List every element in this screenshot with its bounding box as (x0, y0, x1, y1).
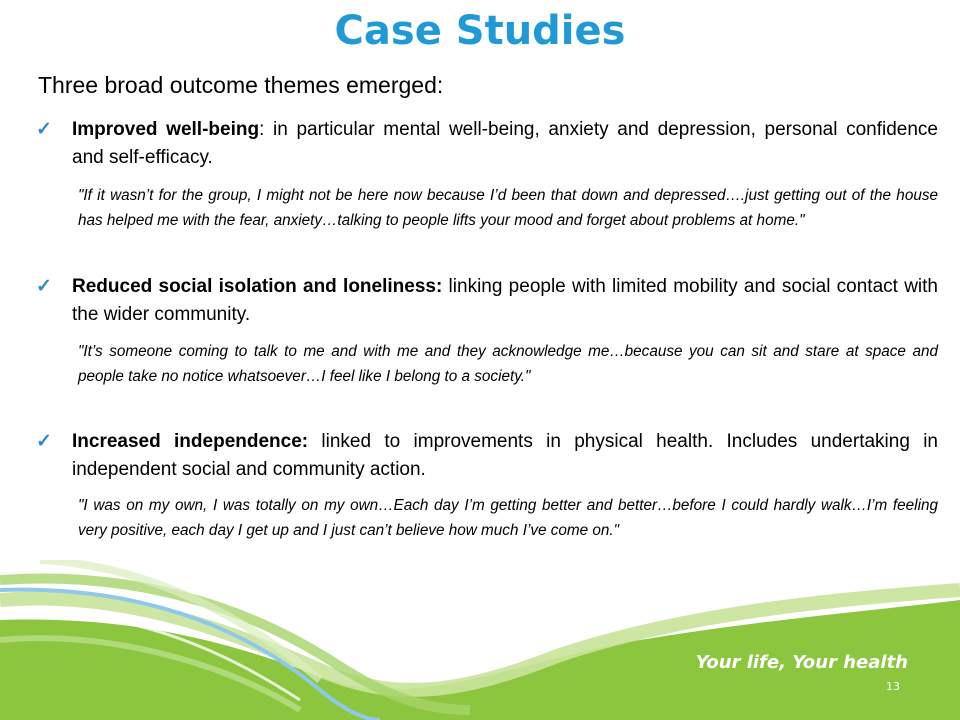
quote-wellbeing: "If it wasn’t for the group, I might not be here now because I’d been that down and depressed….just getting out of the house has helped me with the fear, anxiety…talking to people lifts your mood and forget about problems at home." (78, 187, 938, 229)
intro-text: Three broad outcome themes emerged: (38, 72, 444, 98)
bullet-heading: Reduced social isolation and loneliness: (72, 276, 443, 297)
bullet-item-independence (72, 428, 938, 484)
bullet-text: linking people with limited mobility and social contact with the wider community. (72, 276, 938, 325)
footer-swoosh-graphic (0, 560, 960, 720)
bullet-heading: Increased independence: (72, 431, 309, 452)
slide-title: Case Studies (334, 8, 626, 54)
check-icon: ✓ (36, 431, 52, 452)
bullet-item-wellbeing (72, 116, 938, 172)
quote-independence: "I was on my own, I was totally on my own…Each day I’m getting better and better…before I could hardly walk…I’m feeling very positive, each day I get up and I just can’t believe how much I’ve come on." (78, 497, 938, 539)
bullet-text: : in particular mental well-being, anxiety and depression, personal confidence and self-efficacy. (72, 119, 938, 168)
footer-tagline: Your life, Your health (695, 652, 908, 673)
quote-isolation: "It’s someone coming to talk to me and with me and they acknowledge me…because you can sit and stare at space and people take no notice whatsoever…I feel like I belong to a society." (78, 343, 938, 385)
bullet-heading: Improved well-being (72, 119, 260, 140)
check-icon: ✓ (36, 119, 52, 140)
bullet-text: linked to improvements in physical health. Includes undertaking in independent social and community action. (72, 431, 938, 480)
bullet-item-isolation (72, 273, 938, 329)
page-number: 13 (886, 680, 900, 693)
check-icon: ✓ (36, 276, 52, 297)
